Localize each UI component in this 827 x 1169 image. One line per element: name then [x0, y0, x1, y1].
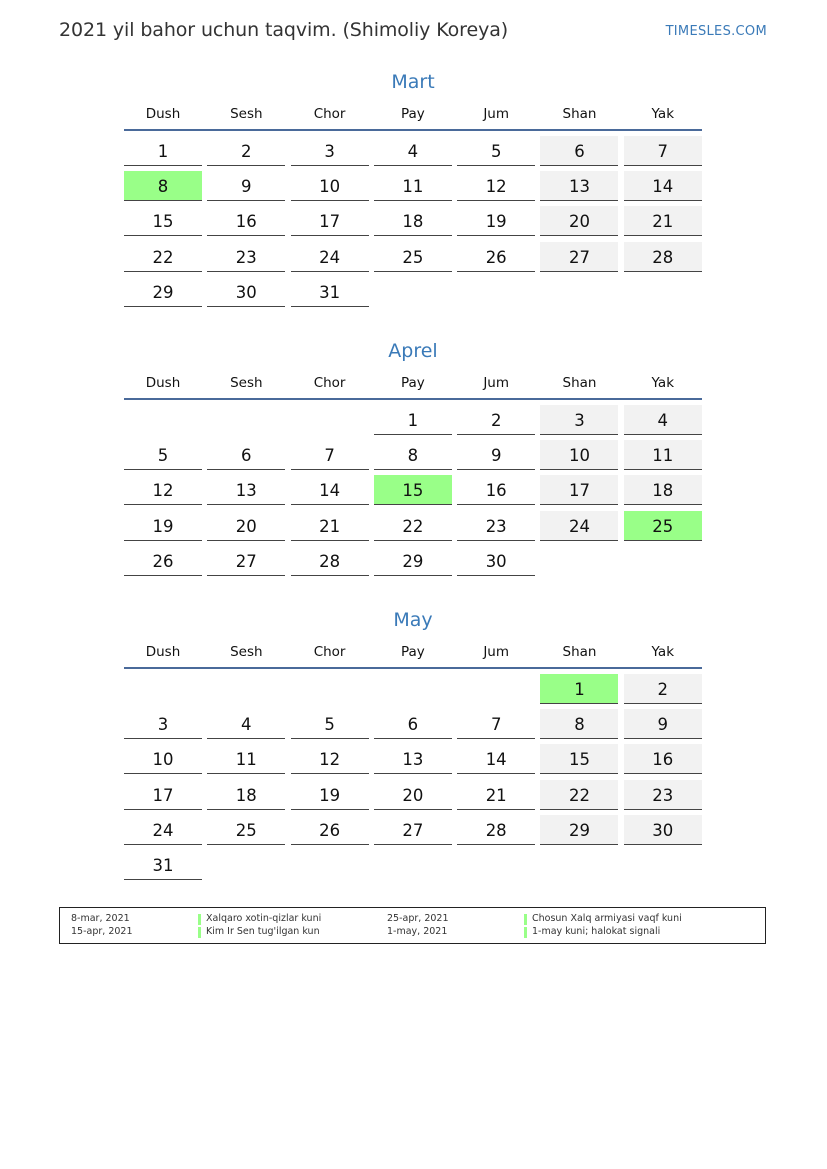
empty-day-cell	[291, 674, 369, 704]
month-calendar	[124, 607, 702, 880]
day-cell: 21	[291, 511, 369, 541]
weekday-label: Dush	[145, 106, 181, 122]
weekday-label: Shan	[562, 106, 597, 122]
day-cell: 22	[124, 242, 202, 272]
legend-date: 15-apr, 2021	[71, 926, 133, 937]
legend-holiday-name: 1-may kuni; halokat signali	[532, 926, 661, 937]
day-cell: 4	[374, 136, 452, 166]
day-cell: 27	[540, 242, 618, 272]
day-cell: 13	[374, 744, 452, 774]
day-cell: 7	[291, 440, 369, 470]
day-cell: 22	[374, 511, 452, 541]
legend-holiday-marker	[198, 914, 201, 925]
day-cell: 1	[374, 405, 452, 435]
weekday-label: Shan	[562, 375, 597, 391]
day-cell: 19	[457, 206, 535, 236]
legend-holiday-marker	[198, 927, 201, 938]
holiday-day-cell: 1	[540, 674, 618, 704]
day-cell: 17	[540, 475, 618, 505]
day-cell: 16	[457, 475, 535, 505]
holiday-day-cell: 25	[624, 511, 702, 541]
month-name: May	[393, 609, 433, 631]
month-calendar	[124, 69, 702, 307]
day-cell: 27	[207, 546, 285, 576]
day-cell: 6	[374, 709, 452, 739]
day-cell: 25	[207, 815, 285, 845]
day-cell: 30	[624, 815, 702, 845]
day-cell: 12	[124, 475, 202, 505]
day-cell: 10	[291, 171, 369, 201]
day-cell: 28	[457, 815, 535, 845]
weekday-label: Dush	[145, 644, 181, 660]
day-cell: 18	[374, 206, 452, 236]
day-cell: 10	[124, 744, 202, 774]
day-cell: 7	[624, 136, 702, 166]
month-calendar	[124, 338, 702, 576]
day-cell: 24	[291, 242, 369, 272]
day-cell: 18	[624, 475, 702, 505]
legend-date: 8-mar, 2021	[71, 913, 130, 924]
month-name: Aprel	[388, 340, 438, 362]
day-cell: 19	[124, 511, 202, 541]
day-cell: 30	[457, 546, 535, 576]
weekday-label: Sesh	[230, 375, 263, 391]
day-cell: 31	[124, 850, 202, 880]
day-cell: 25	[374, 242, 452, 272]
day-cell: 29	[124, 277, 202, 307]
day-cell: 23	[457, 511, 535, 541]
day-cell: 16	[207, 206, 285, 236]
day-cell: 20	[207, 511, 285, 541]
weekday-label: Jum	[483, 375, 510, 391]
day-cell: 23	[624, 780, 702, 810]
day-grid	[124, 405, 702, 576]
weekday-label: Jum	[483, 106, 510, 122]
day-cell: 5	[457, 136, 535, 166]
weekday-header	[124, 104, 702, 131]
day-cell: 23	[207, 242, 285, 272]
day-cell: 12	[457, 171, 535, 201]
day-cell: 15	[124, 206, 202, 236]
day-cell: 24	[124, 815, 202, 845]
holiday-legend	[59, 907, 766, 944]
day-cell: 13	[540, 171, 618, 201]
weekday-label: Yak	[651, 375, 675, 391]
weekday-label: Chor	[313, 375, 346, 391]
day-cell: 17	[291, 206, 369, 236]
day-cell: 17	[124, 780, 202, 810]
day-cell: 7	[457, 709, 535, 739]
legend-holiday-name: Chosun Xalq armiyasi vaqf kuni	[532, 913, 682, 924]
day-cell: 2	[207, 136, 285, 166]
weekday-header	[124, 642, 702, 669]
weekday-label: Shan	[562, 644, 597, 660]
day-cell: 19	[291, 780, 369, 810]
empty-day-cell	[124, 674, 202, 704]
legend-holiday-marker	[524, 927, 527, 938]
day-cell: 3	[124, 709, 202, 739]
site-link[interactable]: TIMESLES.COM	[665, 24, 767, 39]
holiday-day-cell: 8	[124, 171, 202, 201]
day-cell: 8	[374, 440, 452, 470]
day-cell: 14	[624, 171, 702, 201]
day-cell: 24	[540, 511, 618, 541]
empty-day-cell	[457, 674, 535, 704]
day-cell: 6	[207, 440, 285, 470]
day-cell: 11	[624, 440, 702, 470]
day-cell: 5	[291, 709, 369, 739]
day-cell: 30	[207, 277, 285, 307]
weekday-label: Pay	[400, 106, 425, 122]
weekday-label: Dush	[145, 375, 181, 391]
day-cell: 13	[207, 475, 285, 505]
empty-day-cell	[291, 405, 369, 435]
day-cell: 4	[207, 709, 285, 739]
legend-holiday-name: Xalqaro xotin-qizlar kuni	[206, 913, 322, 924]
empty-day-cell	[374, 674, 452, 704]
weekday-label: Chor	[313, 106, 346, 122]
day-cell: 11	[374, 171, 452, 201]
day-cell: 12	[291, 744, 369, 774]
day-cell: 15	[540, 744, 618, 774]
day-cell: 16	[624, 744, 702, 774]
day-cell: 31	[291, 277, 369, 307]
day-cell: 29	[540, 815, 618, 845]
page-title: 2021 yil bahor uchun taqvim. (Shimoliy Koreya)	[59, 19, 509, 41]
day-cell: 2	[457, 405, 535, 435]
day-cell: 21	[457, 780, 535, 810]
day-cell: 26	[457, 242, 535, 272]
day-cell: 11	[207, 744, 285, 774]
empty-day-cell	[124, 405, 202, 435]
day-cell: 2	[624, 674, 702, 704]
month-name: Mart	[391, 71, 435, 93]
day-cell: 10	[540, 440, 618, 470]
day-cell: 3	[291, 136, 369, 166]
weekday-label: Pay	[400, 375, 425, 391]
day-cell: 8	[540, 709, 618, 739]
legend-holiday-name: Kim Ir Sen tug'ilgan kun	[206, 926, 320, 937]
weekday-label: Sesh	[230, 644, 263, 660]
day-cell: 9	[207, 171, 285, 201]
day-cell: 29	[374, 546, 452, 576]
day-cell: 28	[291, 546, 369, 576]
legend-holiday-marker	[524, 914, 527, 925]
weekday-label: Yak	[651, 106, 675, 122]
day-cell: 5	[124, 440, 202, 470]
day-cell: 26	[124, 546, 202, 576]
day-cell: 28	[624, 242, 702, 272]
legend-date: 1-may, 2021	[387, 926, 448, 937]
day-cell: 3	[540, 405, 618, 435]
day-cell: 21	[624, 206, 702, 236]
weekday-label: Chor	[313, 644, 346, 660]
day-cell: 1	[124, 136, 202, 166]
day-grid	[124, 674, 702, 880]
weekday-header	[124, 373, 702, 400]
legend-date: 25-apr, 2021	[387, 913, 449, 924]
weekday-label: Sesh	[230, 106, 263, 122]
weekday-label: Pay	[400, 644, 425, 660]
day-grid	[124, 136, 702, 307]
day-cell: 27	[374, 815, 452, 845]
holiday-day-cell: 15	[374, 475, 452, 505]
day-cell: 9	[457, 440, 535, 470]
day-cell: 18	[207, 780, 285, 810]
day-cell: 6	[540, 136, 618, 166]
day-cell: 9	[624, 709, 702, 739]
empty-day-cell	[207, 674, 285, 704]
empty-day-cell	[207, 405, 285, 435]
day-cell: 20	[374, 780, 452, 810]
day-cell: 20	[540, 206, 618, 236]
day-cell: 22	[540, 780, 618, 810]
weekday-label: Yak	[651, 644, 675, 660]
day-cell: 14	[457, 744, 535, 774]
day-cell: 26	[291, 815, 369, 845]
weekday-label: Jum	[483, 644, 510, 660]
day-cell: 14	[291, 475, 369, 505]
day-cell: 4	[624, 405, 702, 435]
